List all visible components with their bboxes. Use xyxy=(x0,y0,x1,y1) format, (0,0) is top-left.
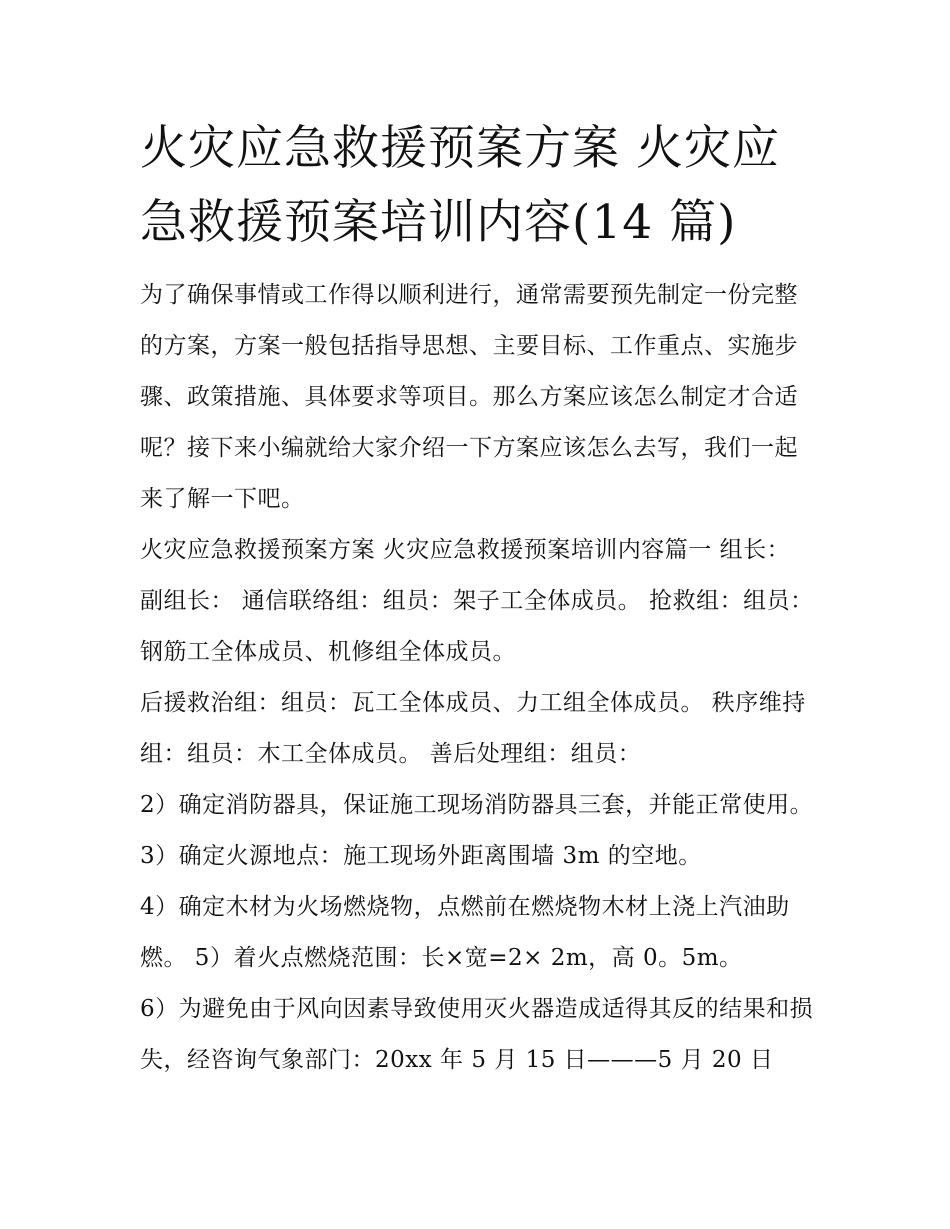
paragraph-step-4-5: 4）确定木材为火场燃烧物，点燃前在燃烧物木材上浇上汽油助燃。 5）着火点燃烧范围：长×宽=2× 2m，高 0。5m。 xyxy=(140,894,790,971)
paragraph-intro: 为了确保事情或工作得以顺利进行，通常需要预先制定一份完整的方案，方案一般包括指导思想、主要目标、工作重点、实施步骤、政策措施、具体要求等项目。那么方案应该怎么制定才合适呢？接下来小编就给大家介绍一下方案应该怎么去写，我们一起来了解一下吧。 xyxy=(140,282,798,512)
document-page xyxy=(140,112,820,1086)
document-title: 火灾应急救援预案方案 火灾应急救援预案培训内容(14 篇) xyxy=(140,121,780,250)
paragraph-organization: 火灾应急救援预案方案 火灾应急救援预案培训内容篇一 组长： 副组长： 通信联络组：组员：架子工全体成员。 抢救组：组员：钢筋工全体成员、机修组全体成员。 xyxy=(140,537,814,665)
paragraph-step-2-3: 2）确定消防器具，保证施工现场消防器具三套，并能正常使用。 3）确定火源地点：施工现场外距离围墙 3m 的空地。 xyxy=(140,792,814,869)
paragraph-step-6: 6）为避免由于风向因素导致使用灭火器造成适得其反的结果和损失，经咨询气象部门：20xx 年 5 月 15 日———5 月 20 日 xyxy=(140,996,814,1073)
paragraph-teams: 后援救治组：组员：瓦工全体成员、力工组全体成员。 秩序维持组：组员：木工全体成员。 善后处理组：组员： xyxy=(140,690,806,767)
